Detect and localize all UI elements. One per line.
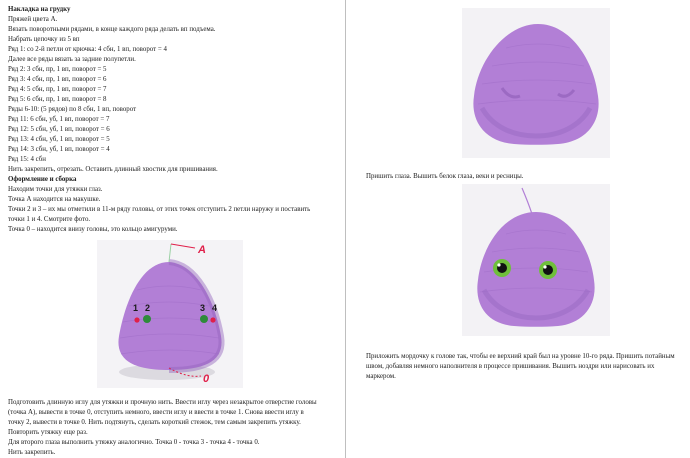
text-line: Находим точки для утяжки глаз. (8, 186, 103, 193)
text-line: точки 1 и 4. Смотрите фото. (8, 216, 91, 223)
marker-point-3 (200, 315, 208, 323)
text-line: Нить закрепить, отрезать. Оставить длинный хвостик для пришивания. (8, 166, 218, 173)
text-line: Подготовить длинную иглу для утяжки и прочную нить. Ввести иглу через незакрытое отверстие головы (8, 399, 317, 406)
point-label-2: 2 (145, 303, 151, 313)
marker-point-4 (210, 317, 215, 322)
text-line: Ряд 14: 3 сбн, уб, 1 вп, поворот = 4 (8, 146, 110, 153)
text-line: Вязать поворотными рядами, в конце каждого ряда делать вп подъема. (8, 26, 216, 33)
text-line: Повторить утяжку еще раз. (8, 429, 88, 436)
marker-point-1 (134, 317, 139, 322)
head-with-eyes-photo (462, 184, 610, 336)
text-line: Точка 0 – находится внизу головы, это кольцо амигуруми. (8, 226, 178, 233)
text-line: Для второго глаза выполнить утяжку аналогично. Точка 0 - точка 3 - точка 4 - точка 0. (8, 439, 260, 446)
point-label-1: 1 (133, 303, 139, 313)
text-line: (точка А), вывести в точке 0, отступить немного, ввести иглу и ввести в точке 1. Снова ввести иглу в (8, 409, 304, 416)
text-line: Ряд 13: 4 сбн, уб, 1 вп, поворот = 5 (8, 136, 110, 143)
text-line: точку 2, вывести в точке 0. Нить подтянуть, сделать короткий стежок, тем самым закрепить утяжку. (8, 419, 301, 426)
point-label-a: A (198, 244, 206, 256)
chest-patch-instructions (8, 15, 340, 175)
text-line: Ряд 2: 3 сбн, пр, 1 вп, поворот = 5 (8, 66, 107, 73)
tightening-instructions (8, 398, 340, 458)
text-line: Ряды 6-10: (5 рядов) по 8 сбн, 1 вп, поворот (8, 106, 137, 113)
eyes-caption: Пришить глаза. Вышить белок глаза, веки и ресницы. (366, 173, 524, 180)
assembly-instructions (8, 185, 340, 235)
text-line: Ряд 5: 6 сбн, пр, 1 вп, поворот = 8 (8, 96, 107, 103)
text-line: Далее все ряды вязать за задние полупетли. (8, 56, 136, 63)
text-line: Ряд 12: 5 сбн, уб, 1 вп, поворот = 6 (8, 126, 110, 133)
text-line: Ряд 11: 6 сбн, уб, 1 вп, поворот = 7 (8, 116, 110, 123)
left-column (8, 5, 340, 235)
head-tightened-photo (462, 8, 610, 158)
text-line: Пряжей цвета А. (8, 16, 58, 23)
marker-point-2 (143, 315, 151, 323)
section-heading-assembly: Оформление и сборка (8, 176, 77, 183)
head-markers-photo (97, 240, 243, 388)
text-line: Ряд 1: со 2-й петли от крючка: 4 сбн, 1 вп, поворот = 4 (8, 46, 167, 53)
section-heading-chest-patch: Накладка на грудку (8, 6, 71, 13)
text-line: Нить закрепить. (8, 449, 56, 456)
text-line: Точки 2 и 3 – их мы отметили в 11-м ряду головы, от этих точек отступить 2 петли наружу и поставить (8, 206, 311, 213)
point-label-3: 3 (200, 303, 206, 313)
point-label-4: 4 (212, 303, 218, 313)
text-line: Набрать цепочку из 5 вп (8, 36, 80, 43)
text-line: Точка А находится на макушке. (8, 196, 101, 203)
text-line: Ряд 3: 4 сбн, пр, 1 вп, поворот = 6 (8, 76, 107, 83)
muzzle-caption: Приложить мордочку к голове так, чтобы ее верхний край был на уровне 10-го ряда. Пришить потайным швом, добавляя немного наполнителя в процессе пришивания. Вышить ноздри или нарисовать их маркером. (366, 353, 675, 380)
point-label-0: 0 (203, 373, 210, 385)
text-line: Ряд 15: 4 сбн (8, 156, 46, 163)
text-line: Ряд 4: 5 сбн, пр, 1 вп, поворот = 7 (8, 86, 107, 93)
page-divider (345, 0, 346, 458)
